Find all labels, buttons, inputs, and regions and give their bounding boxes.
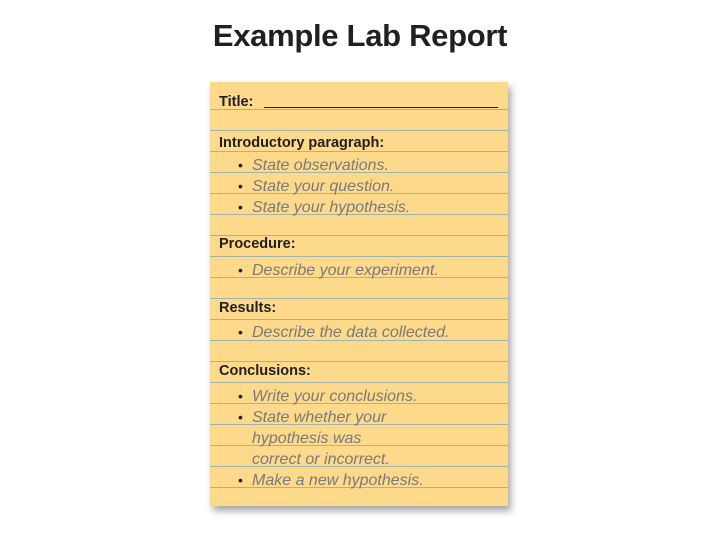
conclusions-item: Write your conclusions.	[252, 388, 418, 405]
bullet-icon: •	[238, 388, 243, 404]
bullet-icon: •	[238, 178, 243, 194]
bullet-icon: •	[238, 472, 243, 488]
intro-heading: Introductory paragraph:	[219, 135, 385, 151]
bullet-icon: •	[238, 409, 243, 425]
conclusions-item-continuation: hypothesis was	[252, 430, 362, 447]
results-heading: Results:	[219, 300, 277, 316]
conclusions-item: Make a new hypothesis.	[252, 472, 424, 489]
conclusions-heading: Conclusions:	[219, 363, 311, 379]
bullet-icon: •	[238, 262, 243, 278]
bullet-icon: •	[238, 157, 243, 173]
bullet-icon: •	[238, 324, 243, 340]
conclusions-item: State whether your	[252, 409, 387, 426]
intro-item: State observations.	[252, 157, 389, 174]
page-title: Example Lab Report	[212, 18, 508, 53]
title-underline	[264, 107, 498, 108]
conclusions-item-continuation: correct or incorrect.	[252, 451, 390, 468]
procedure-item: Describe your experiment.	[252, 262, 439, 279]
lab-report-card	[210, 82, 508, 506]
intro-item: State your hypothesis.	[252, 199, 411, 216]
procedure-heading: Procedure:	[219, 236, 296, 252]
intro-item: State your question.	[252, 178, 395, 195]
bullet-icon: •	[238, 199, 243, 215]
results-item: Describe the data collected.	[252, 324, 450, 341]
card-top-margin	[210, 82, 508, 89]
title-label: Title:	[219, 94, 254, 110]
